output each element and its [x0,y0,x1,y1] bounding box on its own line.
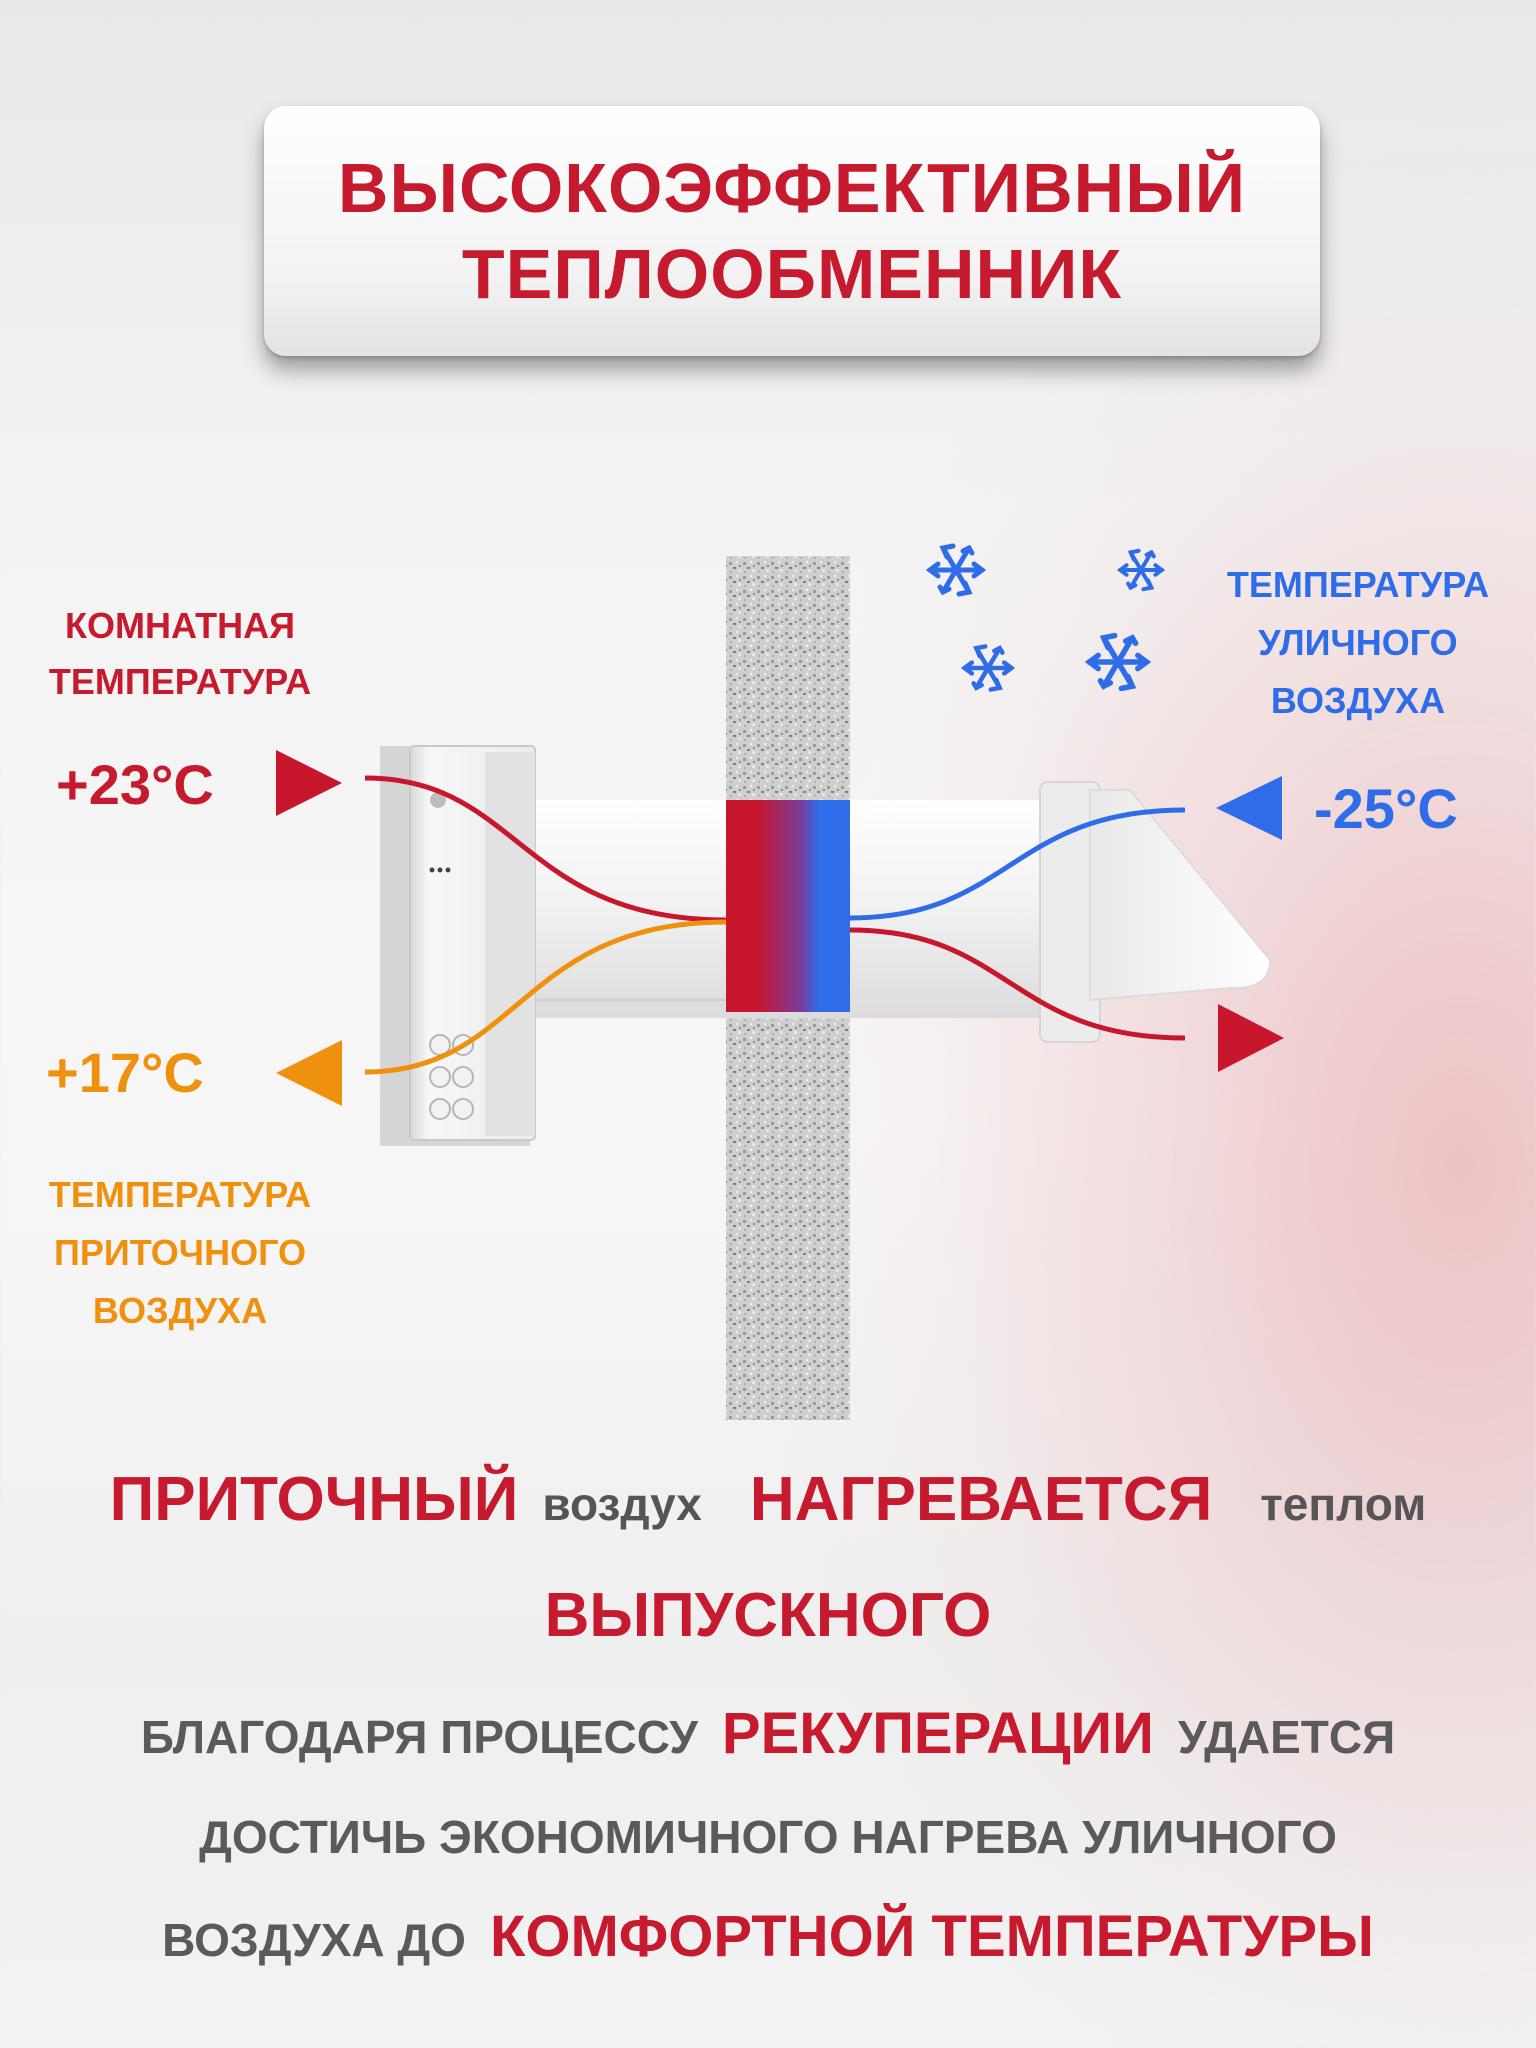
statement-part-4: теплом [1260,1478,1427,1530]
room-label-line-1: КОМНАТНАЯ [64,605,296,646]
supply-label-line-1: ТЕМПЕРАТУРА [48,1174,312,1215]
title-line-2: ТЕПЛООБМЕННИК [461,235,1123,313]
supply-temperature-value: +17°C [46,1041,204,1104]
title-line-1: ВЫСОКОЭФФЕКТИВНЫЙ [337,149,1247,227]
statement-part-5: ВЫПУСКНОГО [544,1581,992,1650]
snowflake-icon [930,546,982,594]
supply-label-line-2: ПРИТОЧНОГО [53,1232,307,1273]
play-arrow-icon [1216,776,1282,840]
play-arrow-icon [1218,1004,1284,1072]
recuperation-description [0,1690,1536,1996]
indoor-unit [380,746,535,1146]
description-line-1-a: БЛАГОДАРЯ ПРОЦЕССУ [140,1711,698,1763]
play-arrow-icon [276,1040,342,1106]
snowflake-icon [1120,551,1162,589]
description-line-1-c: УДАЕТСЯ [1177,1711,1396,1763]
outdoor-temperature-label [1178,556,1536,730]
supply-temperature-label [20,1166,340,1340]
heating-statement [0,1450,1536,1682]
room-temperature-label [20,598,340,710]
supply-label-line-3: ВОЗДУХА [92,1290,268,1331]
outdoor-label-line-3: ВОЗДУХА [1270,680,1446,721]
description-line-2: ДОСТИЧЬ ЭКОНОМИЧНОГО НАГРЕВА УЛИЧНОГО [199,1811,1337,1863]
outdoor-temperature-value: -25°C [1314,777,1458,840]
outdoor-label-line-2: УЛИЧНОГО [1258,622,1458,663]
description-line-3-a: ВОЗДУХА ДО [162,1914,466,1966]
description-line-1-b: РЕКУПЕРАЦИИ [721,1701,1154,1766]
snowflake-icon [1089,636,1146,689]
snowflake-icon [965,646,1012,689]
description-line-3-b: КОМФОРТНОЙ ТЕМПЕРАТУРЫ [489,1904,1374,1969]
outdoor-hood [1040,782,1270,1042]
statement-part-2: воздух [542,1478,702,1530]
room-label-line-2: ТЕМПЕРАТУРА [48,661,312,702]
heat-exchanger-core [726,800,850,1012]
play-arrow-icon [276,750,342,816]
outdoor-label-line-1: ТЕМПЕРАТУРА [1226,564,1490,605]
statement-part-1: ПРИТОЧНЫЙ [109,1465,519,1534]
room-temperature-value: +23°C [56,753,214,816]
statement-part-3: НАГРЕВАЕТСЯ [749,1465,1213,1534]
